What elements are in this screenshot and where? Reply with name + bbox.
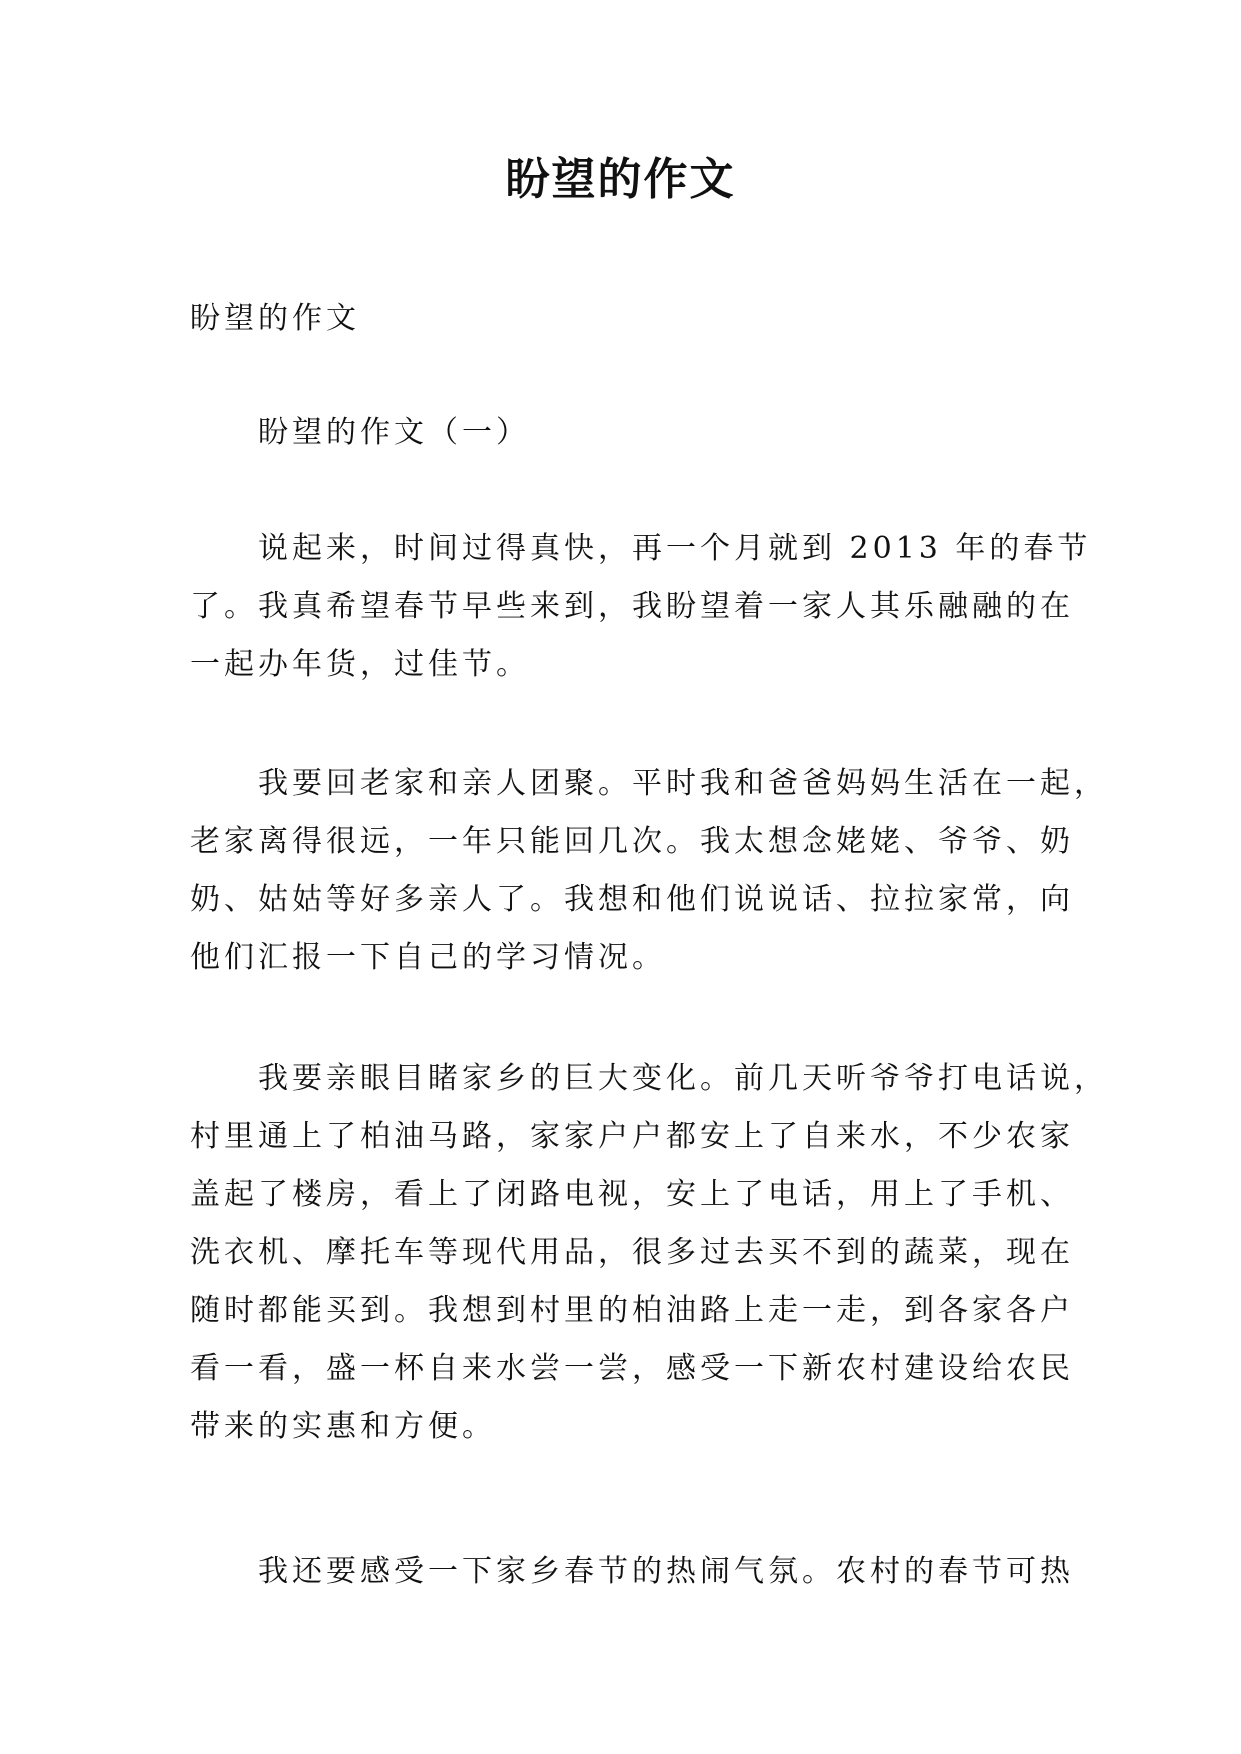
paragraph-line: 随时都能买到。我想到村里的柏油路上走一走，到各家各户 bbox=[190, 1293, 1074, 1328]
paragraph-line: 他们汇报一下自己的学习情况。 bbox=[190, 940, 666, 975]
section-heading: 盼望的作文（一） bbox=[258, 415, 530, 450]
paragraph-1 bbox=[190, 520, 1092, 694]
paragraph-line: 一起办年货，过佳节。 bbox=[190, 647, 530, 682]
paragraph-line: 老家离得很远，一年只能回几次。我太想念姥姥、爷爷、奶 bbox=[190, 824, 1074, 859]
paragraph-line: 看一看，盛一杯自来水尝一尝，感受一下新农村建设给农民 bbox=[190, 1351, 1074, 1386]
paragraph-line: 了。我真希望春节早些来到，我盼望着一家人其乐融融的在 bbox=[190, 589, 1074, 624]
paragraph-2 bbox=[190, 755, 1108, 987]
document-subtitle: 盼望的作文 bbox=[190, 301, 360, 336]
document-title: 盼望的作文 bbox=[505, 154, 736, 205]
paragraph-line: 我还要感受一下家乡春节的热闹气氛。农村的春节可热 bbox=[258, 1554, 1074, 1589]
paragraph-line: 我要回老家和亲人团聚。平时我和爸爸妈妈生活在一起， bbox=[258, 766, 1108, 801]
paragraph-line: 带来的实惠和方便。 bbox=[190, 1409, 496, 1444]
paragraph-line: 盖起了楼房，看上了闭路电视，安上了电话，用上了手机、 bbox=[190, 1177, 1074, 1212]
paragraph-line: 奶、姑姑等好多亲人了。我想和他们说说话、拉拉家常，向 bbox=[190, 882, 1074, 917]
paragraph-line: 洗衣机、摩托车等现代用品，很多过去买不到的蔬菜，现在 bbox=[190, 1235, 1074, 1270]
paragraph-line: 村里通上了柏油马路，家家户户都安上了自来水，不少农家 bbox=[190, 1119, 1074, 1154]
paragraph-4 bbox=[190, 1543, 1074, 1601]
paragraph-line: 我要亲眼目睹家乡的巨大变化。前几天听爷爷打电话说， bbox=[258, 1061, 1108, 1096]
paragraph-3 bbox=[190, 1050, 1108, 1456]
paragraph-line: 说起来，时间过得真快，再一个月就到 2013 年的春节 bbox=[258, 531, 1092, 566]
